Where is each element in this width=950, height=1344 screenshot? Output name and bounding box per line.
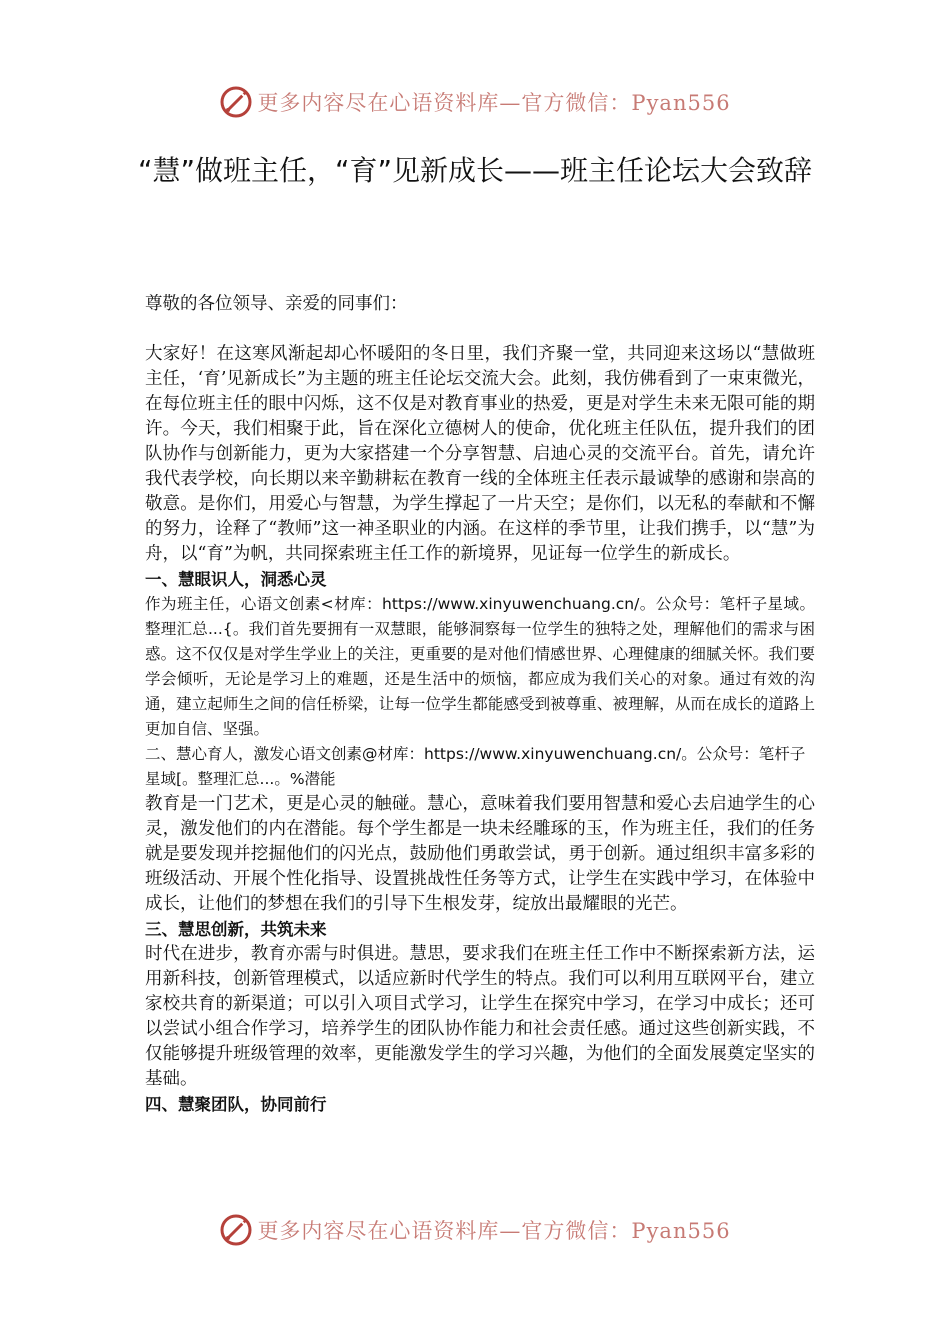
pen-circle-logo-icon: [219, 1213, 253, 1247]
section-paragraph: 作为班主任，心语文创素<材库：https://www.xinyuwenchuang.cn/。公众号：笔杆子星域。整理汇总...{。我们首先要拥有一双慧眼，能够洞察每一位学生的独特之处，理解他们的需求与困惑。这不仅仅是对学生学业上的关注，更重要的是对他们情感世界、心理健康的细腻关怀。我们要学会倾听，无论是学习上的难题，还是生活中的烦恼，都应成为我们关心的对象。通过有效的沟通，建立起师生之间的信任桥梁，让每一位学生都能感受到被尊重、被理解，从而在成长的道路上更加自信、坚强。: [145, 595, 815, 738]
header-banner: [0, 82, 950, 122]
page-title: “慧”做班主任，“育”见新成长——班主任论坛大会致辞: [137, 154, 813, 187]
section-paragraph: 教育是一门艺术，更是心灵的触碰。慧心，意味着我们要用智慧和爱心去启迪学生的心灵，激发他们的内在潜能。每个学生都是一块未经雕琢的玉，作为班主任，我们的任务就是要发现并挖掘他们的闪光点，鼓励他们勇敢尝试，勇于创新。通过组织丰富多彩的班级活动、开展个性化指导、设置挑战性任务等方式，让学生在实践中学习，在体验中成长，让他们的梦想在我们的引导下生根发芽，绽放出最耀眼的光芒。: [145, 794, 815, 914]
pen-circle-logo-icon: [219, 85, 253, 119]
footer-banner: [0, 1210, 950, 1250]
intro-paragraph: 大家好！在这寒风渐起却心怀暖阳的冬日里，我们齐聚一堂，共同迎来这场以“慧做班主任，‘育’见新成长”为主题的班主任论坛交流大会。此刻，我仿佛看到了一束束微光，在每位班主任的眼中闪烁，这不仅是对教育事业的热爱，更是对学生未来无限可能的期许。今天，我们相聚于此，旨在深化立德树人的使命，优化班主任队伍，提升我们的团队协作与创新能力，更为大家搭建一个分享智慧、启迪心灵的交流平台。首先，请允许我代表学校，向长期以来辛勤耕耘在教育一线的全体班主任表示最诚挚的感谢和崇高的敬意。是你们，用爱心与智慧，为学生撑起了一片天空；是你们，以无私的奉献和不懈的努力，诠释了“教师”这一神圣职业的内涵。在这样的季节里，让我们携手，以“慧”为舟，以“育”为帆，共同探索班主任工作的新境界，见证每一位学生的新成长。: [145, 344, 815, 564]
section-heading: 二、慧心育人，激发心语文创素@材库：https://www.xinyuwenchuang.cn/。公众号：笔杆子星域[。整理汇总...。%潜能: [145, 745, 806, 788]
section-paragraph: 时代在进步，教育亦需与时俱进。慧思，要求我们在班主任工作中不断探索新方法，运用新科技，创新管理模式，以适应新时代学生的特点。我们可以利用互联网平台，建立家校共育的新渠道；可以引入项目式学习，让学生在探究中学习，在学习中成长；还可以尝试小组合作学习，培养学生的团队协作能力和社会责任感。通过这些创新实践，不仅能够提升班级管理的效率，更能激发学生的学习兴趣，为他们的全面发展奠定坚实的基础。: [145, 944, 815, 1089]
document-body: [145, 292, 815, 1117]
section-heading: 一、慧眼识人，洞悉心灵: [145, 570, 327, 589]
header-banner-text: 更多内容尽在心语资料库—官方微信：Pyan556: [257, 91, 731, 115]
section-heading: 四、慧聚团队，协同前行: [145, 1095, 327, 1114]
greeting: 尊敬的各位领导、亲爱的同事们：: [145, 294, 408, 314]
section-heading: 三、慧思创新，共筑未来: [145, 920, 327, 939]
footer-banner-text: 更多内容尽在心语资料库—官方微信：Pyan556: [257, 1219, 731, 1243]
